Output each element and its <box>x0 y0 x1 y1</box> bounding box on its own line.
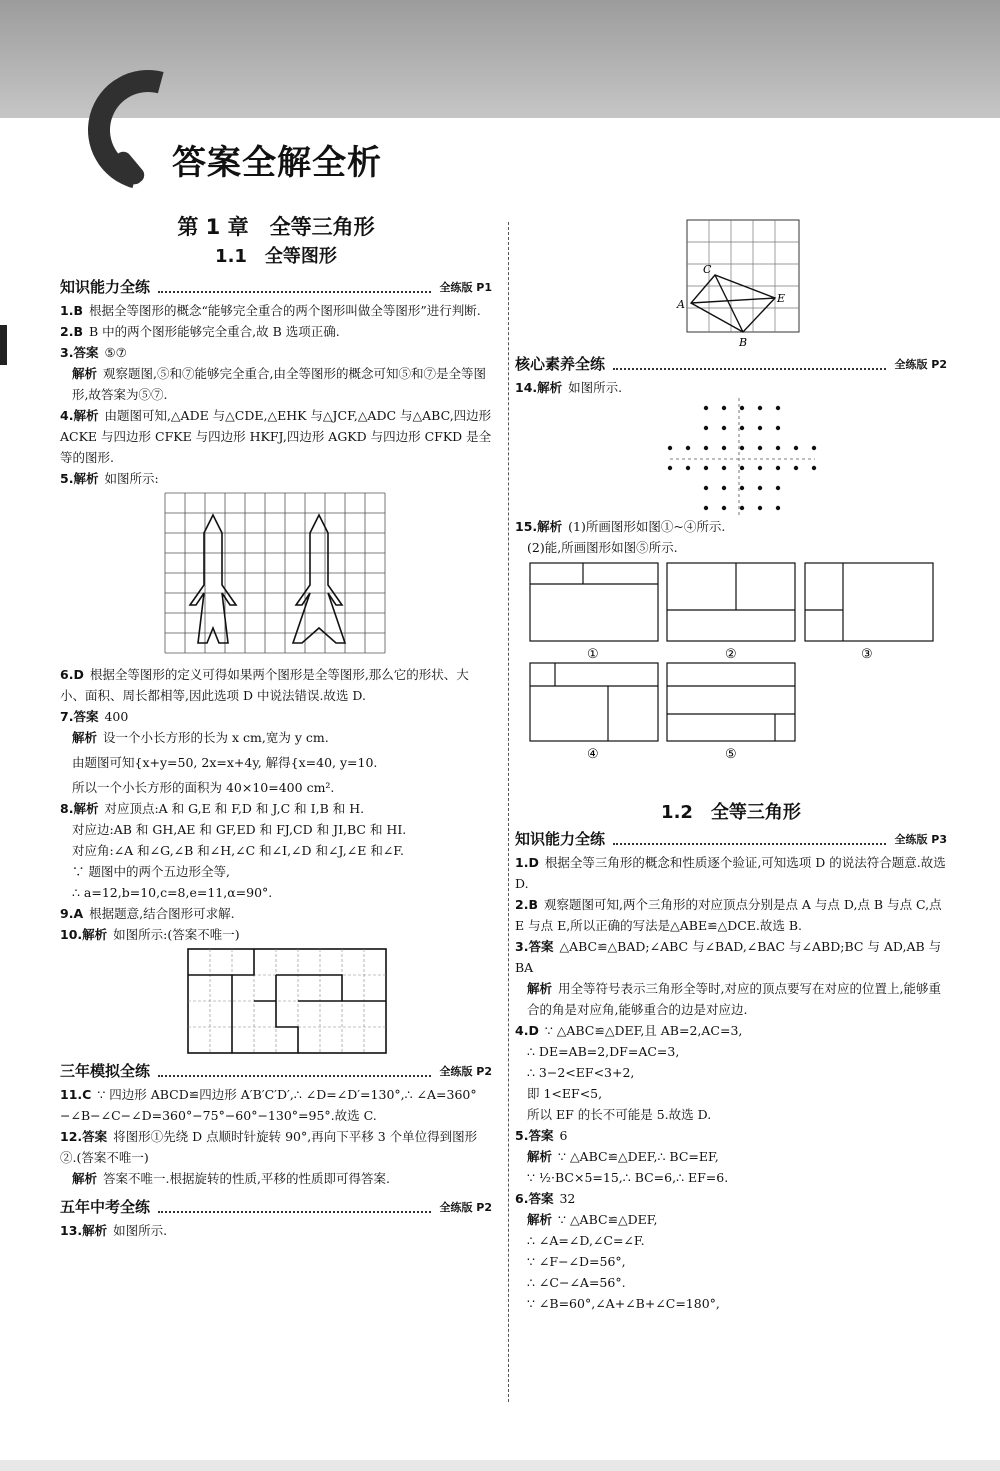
lattice-dot <box>758 406 762 410</box>
answer-8: 8.解析 对应顶点:A 和 G,E 和 F,D 和 J,C 和 I,B 和 H. <box>60 801 365 816</box>
answer-r5-analysis: 解析 ∵ △ABC≌△DEF,∴ BC=EF, <box>527 1149 719 1164</box>
section-header: 三年模拟全练 全练版 P2 <box>60 1062 492 1080</box>
answer-r5-line: ∵ ½·BC×5=15,∴ BC=6,∴ EF=6. <box>527 1170 729 1185</box>
answer-2: 2.B B 中的两个图形能够完全重合,故 B 选项正确. <box>60 324 340 339</box>
section-header-title: 知识能力全练 <box>60 278 151 296</box>
fig-label-2: ② <box>725 647 737 662</box>
answer-3: 3.答案 ⑤⑦ <box>60 345 127 360</box>
answer-r5: 5.答案 6 <box>515 1128 568 1143</box>
page-title: 答案全解全析 <box>172 143 382 183</box>
section-header: 五年中考全练 全练版 P2 <box>60 1198 492 1216</box>
rocket-grid-figure <box>60 489 492 664</box>
answer-r6-analysis: 解析 ∵ △ABC≌△DEF, <box>527 1212 658 1227</box>
edge-tab <box>0 325 7 365</box>
lattice-dot <box>704 426 708 430</box>
answer-r6: 6.答案 32 <box>515 1191 576 1206</box>
answer-r2: 2.B 观察题图可知,两个三角形的对应顶点分别是点 A 与点 D,点 B 与点 C,点 E 与点 E,所以正确的写法是△ABE≌△DCE.故选 B. <box>515 897 942 933</box>
answer-13: 13.解析 如图所示. <box>60 1223 168 1238</box>
answer-3-analysis: 解析 观察题图,⑤和⑦能够完全重合,由全等图形的概念可知⑤和⑦是全等图形,故答案为⑤⑦. <box>72 366 486 402</box>
answer-1: 1.B 根据全等图形的概念“能够完全重合的两个图形叫做全等图形”进行判断. <box>60 303 481 318</box>
lattice-dot <box>758 466 762 470</box>
lattice-dot <box>776 466 780 470</box>
lattice-dot <box>776 426 780 430</box>
lattice-dot <box>776 406 780 410</box>
answer-12: 12.答案 将图形①先绕 D 点顺时针旋转 90°,再向下平移 3 个单位得到图形②.(答案不唯一) <box>60 1129 478 1165</box>
lattice-dot <box>740 406 744 410</box>
lattice-dot <box>704 506 708 510</box>
rocket-shape-right <box>293 515 345 643</box>
answer-r4-line: 即 1<EF<5, <box>527 1086 603 1101</box>
lattice-dot <box>686 466 690 470</box>
lattice-dot <box>758 486 762 490</box>
column-divider <box>508 222 509 1402</box>
answer-r4-line: ∴ 3−2<EF<3+2, <box>527 1065 635 1080</box>
vertex-label-e: E <box>777 292 786 305</box>
lattice-dot <box>704 486 708 490</box>
answer-7-equation: 由题图可知{x+y=50, 2x=x+4y, 解得{x=40, y=10. <box>72 755 378 770</box>
answer-12-analysis: 解析 答案不唯一.根据旋转的性质,平移的性质即可得答案. <box>72 1171 390 1186</box>
answer-r3-analysis: 解析 用全等符号表示三角形全等时,对应的顶点要写在对应的位置上,能够重合的角是对应角,能够重合的边是对应边. <box>527 981 941 1017</box>
lattice-dot <box>722 486 726 490</box>
answer-7-result: 所以一个小长方形的面积为 40×10=400 cm². <box>72 780 335 795</box>
fig-label-1: ① <box>587 647 599 662</box>
answer-9: 9.A 根据题意,结合图形可求解. <box>60 906 235 921</box>
lattice-dot <box>686 446 690 450</box>
lattice-dot <box>704 406 708 410</box>
answer-r6-line: ∴ ∠C−∠A=56°. <box>527 1275 626 1290</box>
answer-5: 5.解析 如图所示: <box>60 471 159 486</box>
lattice-dot <box>794 446 798 450</box>
lattice-dot <box>668 466 672 470</box>
answer-10: 10.解析 如图所示:(答案不唯一) <box>60 927 240 942</box>
dot-lattice-figure <box>515 398 947 516</box>
answer-8-angles: 对应角:∠A 和∠G,∠B 和∠H,∠C 和∠I,∠D 和∠J,∠E 和∠F. <box>72 843 404 858</box>
bottom-strip <box>0 1460 1000 1471</box>
lattice-dot <box>758 506 762 510</box>
dotted-leader <box>158 291 431 293</box>
answer-11: 11.C ∵ 四边形 ABCD≌四边形 A′B′C′D′,∴ ∠D=∠D′=130°,∴ ∠A=360°−∠B−∠C−∠D=360°−75°−60°−130°=95°.故选 C. <box>60 1087 477 1123</box>
answer-r3: 3.答案 △ABC≌△BAD;∠ABC 与∠BAD,∠BAC 与∠ABD;BC 与 AD,AB 与 BA <box>515 939 942 975</box>
lattice-dot <box>812 446 816 450</box>
answer-r1: 1.D 根据全等三角形的概念和性质逐个验证,可知选项 D 的说法符合题意.故选 D. <box>515 855 946 891</box>
right-column <box>515 215 947 1314</box>
lattice-dot <box>740 506 744 510</box>
answer-8-sides: 对应边:AB 和 GH,AE 和 GF,ED 和 FJ,CD 和 JI,BC 和 HI. <box>72 822 407 837</box>
section-header <box>60 277 492 298</box>
answer-8-result: ∴ a=12,b=10,c=8,e=11,α=90°. <box>72 885 273 900</box>
answer-r4: 4.D ∵ △ABC≌△DEF,且 AB=2,AC=3, <box>515 1023 743 1038</box>
answer-7-analysis: 解析 设一个小长方形的长为 x cm,宽为 y cm. <box>72 730 329 745</box>
chapter-title: 第 1 章 全等三角形 <box>177 215 375 239</box>
lattice-dot <box>794 466 798 470</box>
section-header: 核心素养全练 全练版 P2 <box>515 355 947 373</box>
fig-label-4: ④ <box>587 747 599 762</box>
answer-r6-line: ∴ ∠A=∠D,∠C=∠F. <box>527 1233 645 1248</box>
answer-14: 14.解析 如图所示. <box>515 380 623 395</box>
lattice-dot <box>722 426 726 430</box>
lattice-dot <box>776 446 780 450</box>
answer-r4-line: ∴ DE=AB=2,DF=AC=3, <box>527 1044 680 1059</box>
lattice-dot <box>722 446 726 450</box>
answer-r4-line: 所以 EF 的长不可能是 5.故选 D. <box>527 1107 712 1122</box>
vertex-label-a: A <box>677 298 685 311</box>
section-title: 1.2 全等三角形 <box>661 802 801 823</box>
lattice-dot <box>776 486 780 490</box>
lattice-dot <box>812 466 816 470</box>
answer-6: 6.D 根据全等图形的定义可得如果两个图形是全等图形,那么它的形状、大小、面积、周长都相等,因此选项 D 中说法错误.故选 D. <box>60 667 469 703</box>
rhombus-grid-figure <box>515 215 947 350</box>
left-column <box>60 215 492 1241</box>
lattice-dot <box>740 466 744 470</box>
lattice-dot <box>722 506 726 510</box>
lattice-dot <box>740 426 744 430</box>
section-title: 1.1 全等图形 <box>215 246 337 267</box>
answer-15: 15.解析 (1)所画图形如图①~④所示. <box>515 519 726 534</box>
lattice-dot <box>776 506 780 510</box>
lattice-dot <box>704 446 708 450</box>
lattice-dot <box>758 446 762 450</box>
lattice-dot <box>668 446 672 450</box>
lattice-dot <box>740 486 744 490</box>
fig-label-5: ⑤ <box>725 747 737 762</box>
lattice-dot <box>704 466 708 470</box>
rocket-shape-left <box>190 515 236 643</box>
rectangle-division-figures <box>515 558 947 798</box>
lattice-dot <box>758 426 762 430</box>
answer-4: 4.解析 由题图可知,△ADE 与△CDE,△EHK 与△JCF,△ADC 与△ABC,四边形 ACKE 与四边形 CFKE 与四边形 HKFJ,四边形 AGKD 与四边形 CFKD 是全等的图形. <box>60 408 492 465</box>
answer-7: 7.答案 400 <box>60 709 129 724</box>
fig-label-3: ③ <box>861 647 873 662</box>
lattice-dot <box>740 446 744 450</box>
lattice-dot <box>722 466 726 470</box>
vertex-label-b: B <box>739 336 748 349</box>
answer-15-b: (2)能,所画图形如图⑤所示. <box>527 540 678 555</box>
dissection-grid-figure <box>60 945 492 1057</box>
section-header-page: 全练版 P1 <box>439 281 492 294</box>
answer-r6-line: ∵ ∠F−∠D=56°, <box>527 1254 626 1269</box>
section-header: 知识能力全练 全练版 P3 <box>515 830 947 848</box>
vertex-label-c: C <box>703 263 712 276</box>
answer-8-given: ∵ 题图中的两个五边形全等, <box>72 864 230 879</box>
lattice-dot <box>722 406 726 410</box>
answer-r6-line: ∵ ∠B=60°,∠A+∠B+∠C=180°, <box>527 1296 720 1311</box>
